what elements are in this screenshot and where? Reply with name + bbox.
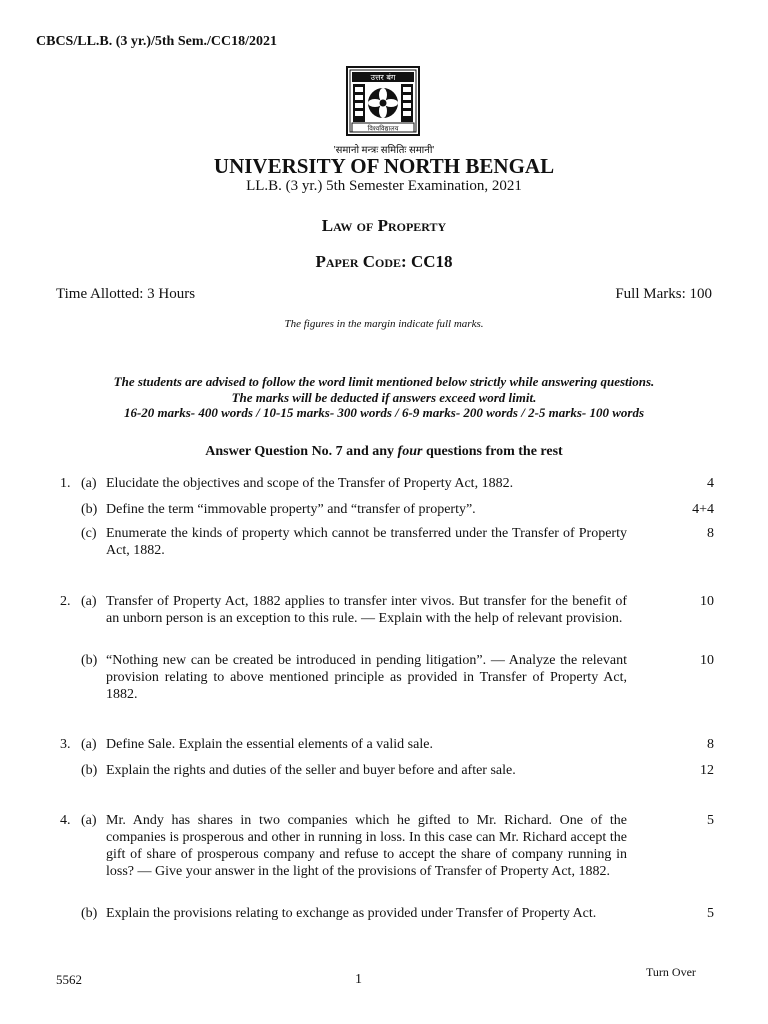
question-number: 3. [60, 737, 71, 752]
question-marks: 5 [707, 906, 714, 921]
university-name: UNIVERSITY OF NORTH BENGAL [213, 154, 555, 178]
time-allotted: Time Allotted: 3 Hours [56, 286, 196, 302]
question-text: Define the term “immovable property” and “transfer of property”. [106, 502, 476, 517]
question-part: (b) [81, 906, 98, 921]
question-text: Enumerate the kinds of property which cannot be transferred under the Transfer of Property Act, 1882. [106, 526, 627, 558]
margin-note: The figures in the margin indicate full marks. [284, 318, 484, 330]
question-marks: 12 [700, 763, 714, 778]
question-part: (b) [81, 763, 98, 778]
question-number: 1. [60, 476, 71, 491]
svg-text:विश्वविद्यालय: विश्वविद्यालय [367, 124, 399, 133]
question-text: Mr. Andy has shares in two companies which he gifted to Mr. Richard. One of the companies is prosperous and other in running in loss. In this case can Mr. Richard accept the gift of share of prosperous company and refuse to accept the share of company running in loss? — Give your answer in the light of the provisions of Transfer of Property Act, 1882. [106, 813, 627, 879]
footer-page-number: 1 [355, 972, 362, 987]
question-marks: 8 [707, 737, 714, 752]
question-marks: 10 [700, 594, 714, 609]
question-part: (a) [81, 813, 97, 828]
question-text: Elucidate the objectives and scope of the Transfer of Property Act, 1882. [106, 476, 514, 491]
question-marks: 4+4 [692, 502, 714, 517]
subject-title: Law of Property [321, 216, 447, 235]
instruction-before: Answer Question No. 7 and any [205, 444, 398, 459]
advice-line-3: 16-20 marks- 400 words / 10-15 marks- 300 words / 6-9 marks- 200 words / 2-5 marks- 100 words [123, 405, 645, 420]
advice-line-1: The students are advised to follow the word limit mentioned below strictly while answering questions. [113, 374, 655, 389]
paper-reference: CBCS/LL.B. (3 yr.)/5th Sem./CC18/2021 [36, 34, 278, 49]
question-part: (b) [81, 653, 98, 668]
svg-text:उत्तर बंग: उत्तर बंग [370, 73, 396, 82]
footer-turn-over: Turn Over [646, 965, 696, 979]
question-text: Explain the provisions relating to exchange as provided under Transfer of Property Act. [106, 906, 597, 921]
question-number: 4. [60, 813, 71, 828]
question-number: 2. [60, 594, 71, 609]
instruction-after: questions from the rest [422, 444, 563, 459]
question-marks: 4 [707, 476, 714, 491]
word-limit-advice [60, 374, 708, 421]
full-marks: Full Marks: 100 [615, 286, 712, 302]
question-part: (a) [81, 737, 97, 752]
question-text: Transfer of Property Act, 1882 applies to transfer inter vivos. But transfer for the benefit of an unborn person is an exception to this rule. — Explain with the help of relevant provision. [106, 594, 627, 626]
answer-instruction [0, 444, 768, 460]
question-marks: 8 [707, 526, 714, 541]
footer-paper-id: 5562 [56, 972, 82, 987]
exam-name: LL.B. (3 yr.) 5th Semester Examination, 2021 [246, 178, 522, 194]
question-part: (a) [81, 594, 97, 609]
paper-code-line [0, 252, 768, 272]
advice-line-2: The marks will be deducted if answers exceed word limit. [231, 389, 537, 405]
university-motto: 'समानो मन्त्रः समितिः समानी' [333, 145, 435, 156]
question-part: (b) [81, 502, 98, 517]
question-part: (c) [81, 526, 97, 541]
question-marks: 10 [700, 653, 714, 668]
question-text: Explain the rights and duties of the seller and buyer before and after sale. [106, 763, 516, 778]
university-seal-logo [346, 66, 420, 136]
paper-code-label: Paper Code: [315, 252, 407, 271]
question-marks: 5 [707, 813, 714, 828]
paper-code-value: CC18 [410, 252, 453, 271]
question-part: (a) [81, 476, 97, 491]
question-text: “Nothing new can be created be introduced in pending litigation”. — Analyze the relevant provision relating to above mentioned principle as provided in Transfer of Property Act, 1882. [106, 653, 627, 702]
question-text: Define Sale. Explain the essential elements of a valid sale. [106, 737, 433, 752]
instruction-emphasis: four [397, 444, 423, 459]
